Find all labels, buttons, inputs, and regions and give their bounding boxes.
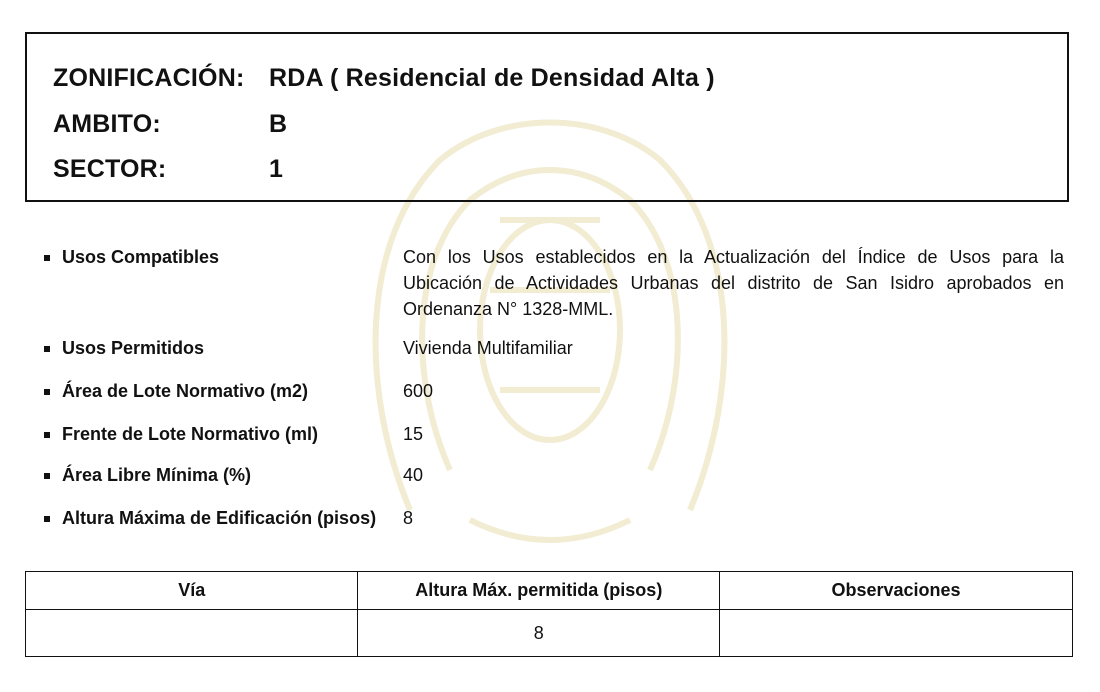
property-label: Altura Máxima de Edificación (pisos) [62,508,377,528]
bullet-icon [44,389,50,395]
ambito-label: AMBITO: [53,110,161,138]
zoning-header-box [25,32,1069,202]
property-label: Área de Lote Normativo (m2) [62,381,309,401]
property-label: Frente de Lote Normativo (ml) [62,424,319,444]
property-label: Usos Compatibles [62,247,220,267]
sector-label: SECTOR: [53,155,167,183]
zonificacion-label: ZONIFICACIÓN: [53,64,245,92]
bullet-icon [44,346,50,352]
column-header-observaciones: Observaciones [720,572,1073,610]
table-cell-altura: 8 [358,610,720,657]
property-value: 600 [403,381,434,401]
bullet-icon [44,473,50,479]
table-header-row [26,572,1073,610]
property-value: 8 [403,508,414,528]
table-cell-via [26,610,358,657]
property-value: 15 [403,424,424,444]
column-header-via: Vía [26,572,358,610]
property-value: 40 [403,465,424,485]
property-label: Usos Permitidos [62,338,205,358]
property-value: Con los Usos establecidos en la Actualización del Índice de Usos para la Ubicación de Actividades Urbanas del distrito de San Isidro aprobados en Ordenanza N° 1328-MML. [403,247,1064,319]
zonificacion-value: RDA ( Residencial de Densidad Alta ) [269,64,715,92]
bullet-icon [44,516,50,522]
table-row [26,610,1073,657]
bullet-icon [44,432,50,438]
column-header-altura: Altura Máx. permitida (pisos) [358,572,720,610]
height-table [25,571,1073,657]
sector-value: 1 [269,155,284,183]
property-label: Área Libre Mínima (%) [62,465,252,485]
bullet-icon [44,255,50,261]
table-cell-observaciones [720,610,1073,657]
ambito-value: B [269,110,288,138]
property-value: Vivienda Multifamiliar [403,338,573,358]
